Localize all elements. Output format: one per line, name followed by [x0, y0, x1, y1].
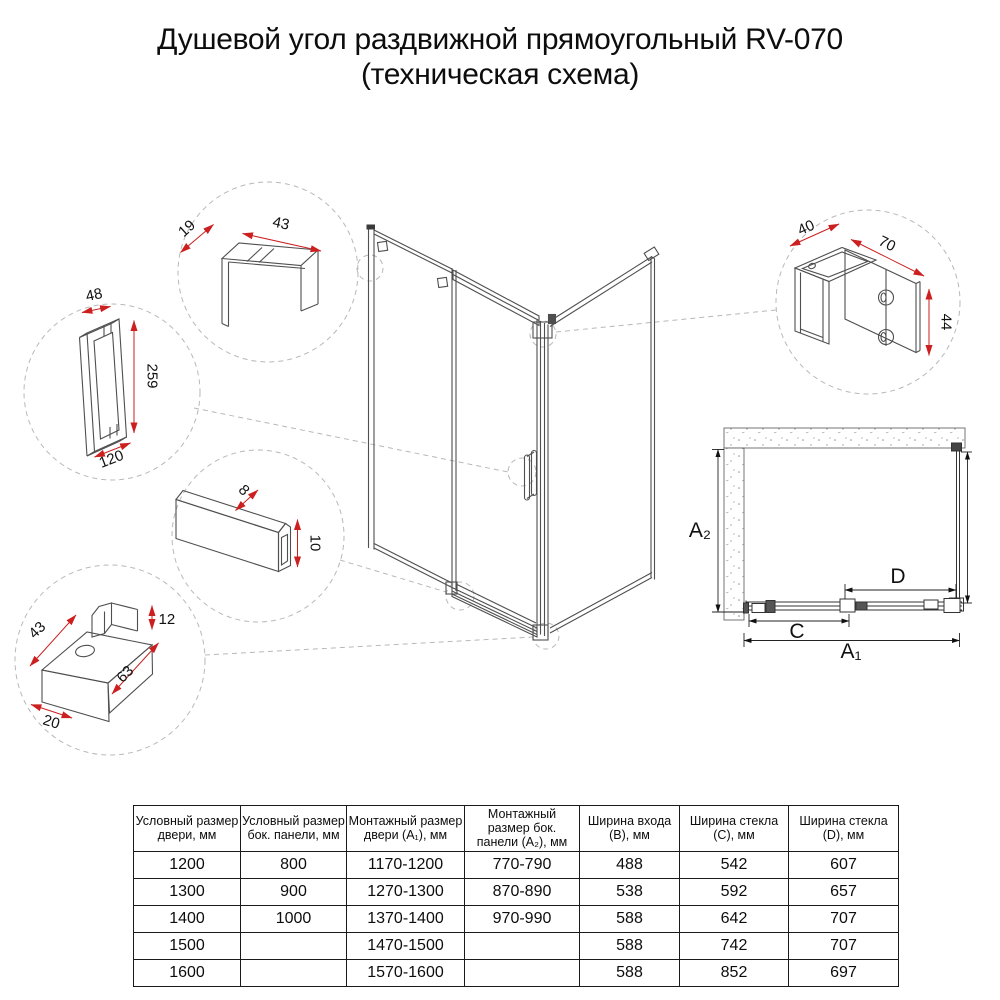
table-cell: 588 [580, 960, 680, 987]
dim-profile-width: 43 [270, 213, 291, 234]
table-cell [465, 960, 580, 987]
dim-rail-width: 8 [234, 481, 253, 500]
page-title [0, 22, 1000, 93]
table-header-row [134, 806, 899, 852]
header-door-nominal: Условный размер двери, мм [134, 806, 241, 852]
plan-label-a2: A₂ [688, 519, 712, 542]
detail-handle [80, 285, 161, 472]
main-3d-view [367, 225, 659, 641]
table-cell: 488 [580, 852, 680, 879]
table-cell: 770-790 [465, 852, 580, 879]
dim-wallbracket-depth: 40 [795, 216, 818, 240]
table-cell: 1570-1600 [347, 960, 465, 987]
detail-roller-bracket [25, 603, 175, 733]
table-cell: 542 [680, 852, 789, 879]
table-row [134, 906, 899, 933]
header-door-mounting: Монтажный размер двери (A₁), мм [347, 806, 465, 852]
table-cell: 852 [680, 960, 789, 987]
dim-profile-depth: 19 [175, 216, 199, 241]
table-cell: 870-890 [465, 879, 580, 906]
dim-bracket-length: 63 [113, 662, 138, 687]
table-cell: 588 [580, 906, 680, 933]
table-cell: 800 [241, 852, 347, 879]
dim-handle-height: 259 [143, 363, 161, 389]
table-cell: 707 [789, 906, 899, 933]
door-handle [525, 451, 537, 501]
plan-label-c: C [789, 620, 805, 643]
dim-handle-base: 120 [96, 446, 127, 472]
detail-wall-profile [175, 214, 321, 327]
plan-dimensions [712, 450, 972, 648]
table-row [134, 960, 899, 987]
dim-wallbracket-height: 44 [937, 313, 955, 331]
table-cell: 1500 [134, 933, 241, 960]
table-cell: 1270-1300 [347, 879, 465, 906]
dim-wallbracket-length: 70 [875, 232, 899, 256]
detail-bottom-rail [176, 481, 324, 571]
header-panel-nominal: Условный размер бок. панели, мм [241, 806, 347, 852]
table-cell: 1170-1200 [347, 852, 465, 879]
plan-label-d: D [890, 565, 906, 588]
header-panel-mounting: Монтажный размер бок. панели (A₂), мм [465, 806, 580, 852]
header-glass-d: Ширина стекла (D), мм [789, 806, 899, 852]
table-cell [241, 960, 347, 987]
dim-bracket-clip-height: 12 [158, 611, 176, 628]
table-cell: 1370-1400 [347, 906, 465, 933]
table-cell: 1600 [134, 960, 241, 987]
table-cell: 607 [789, 852, 899, 879]
dim-rail-height: 10 [306, 534, 324, 552]
table-cell: 970-990 [465, 906, 580, 933]
dim-bracket-height: 20 [40, 711, 62, 733]
table-cell [465, 933, 580, 960]
table-cell [241, 933, 347, 960]
table-cell: 1300 [134, 879, 241, 906]
plan-view [689, 428, 972, 663]
spec-table [133, 805, 899, 987]
table-cell: 538 [580, 879, 680, 906]
title-line-1: Душевой угол раздвижной прямоугольный RV-070 [157, 23, 843, 56]
header-entry-width: Ширина входа (B), мм [580, 806, 680, 852]
bubble-wall-profile [178, 182, 358, 362]
detail-bubbles [15, 182, 960, 755]
plan-wall-top [724, 428, 965, 448]
wall-profile-cap [367, 225, 376, 230]
table-cell: 642 [680, 906, 789, 933]
table-row [134, 852, 899, 879]
table-row [134, 879, 899, 906]
table-row [134, 933, 899, 960]
technical-drawing [0, 100, 1000, 790]
leader-lines [194, 255, 776, 655]
dim-handle-width: 48 [84, 285, 104, 306]
table-cell: 1000 [241, 906, 347, 933]
plan-label-a1: A₁ [840, 640, 862, 663]
table-cell: 742 [680, 933, 789, 960]
detail-wall-bracket [790, 217, 955, 356]
table-cell: 697 [789, 960, 899, 987]
plan-wall-left [724, 448, 744, 620]
header-glass-c: Ширина стекла (C), мм [680, 806, 789, 852]
table-cell: 1400 [134, 906, 241, 933]
dim-bracket-depth: 43 [25, 618, 50, 643]
table-cell: 592 [680, 879, 789, 906]
table-cell: 707 [789, 933, 899, 960]
table-cell: 1200 [134, 852, 241, 879]
table-cell: 900 [241, 879, 347, 906]
table-cell: 588 [580, 933, 680, 960]
table-cell: 657 [789, 879, 899, 906]
title-line-2: (техническая схема) [360, 58, 640, 92]
table-cell: 1470-1500 [347, 933, 465, 960]
